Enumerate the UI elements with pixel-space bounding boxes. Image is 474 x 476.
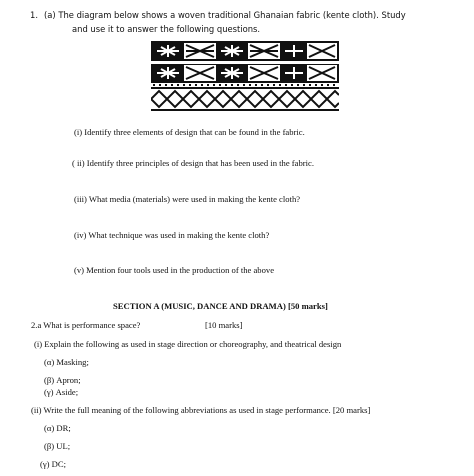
question-2-part-i: (i) Explain the following as used in stage direction or choreography, and theatrical design [34,339,342,349]
question-1-item-i: (i) Identify three elements of design that can be found in the fabric. [74,127,305,137]
part-i-item-apron: (β) Apron; [44,375,81,385]
question-2-part-ii: (ii) Write the full meaning of the following abbreviations as used in stage performance. [20 marks] [31,405,371,415]
question-1-number: 1. [30,10,38,20]
kente-cloth-image [151,41,339,111]
question-2a-text: 2.a What is performance space? [31,320,141,330]
question-1-item-iv: (iv) What technique was used in making the kente cloth? [74,230,270,240]
question-1-item-iii: (iii) What media (materials) were used in making the kente cloth? [74,194,301,204]
part-ii-item-dr: (α) DR; [44,423,71,433]
part-i-item-masking: (α) Masking; [44,357,89,367]
question-1-item-v: (v) Mention four tools used in the production of the above [74,265,275,275]
question-1-item-ii: ( ii) Identify three principles of design that has been used in the fabric. [72,158,314,168]
part-ii-item-ul: (β) UL; [44,441,71,451]
question-2a-marks: [10 marks] [205,320,243,330]
part-ii-item-dc: (γ) DC; [40,459,66,469]
question-1a-text-line1: (a) The diagram below shows a woven traditional Ghanaian fabric (kente cloth). Study [44,10,406,20]
question-1a-text-line2: and use it to answer the following questions. [72,24,261,34]
section-a-heading: SECTION A (MUSIC, DANCE AND DRAMA) [50 marks] [113,301,328,311]
part-i-item-aside: (γ) Aside; [44,387,79,397]
